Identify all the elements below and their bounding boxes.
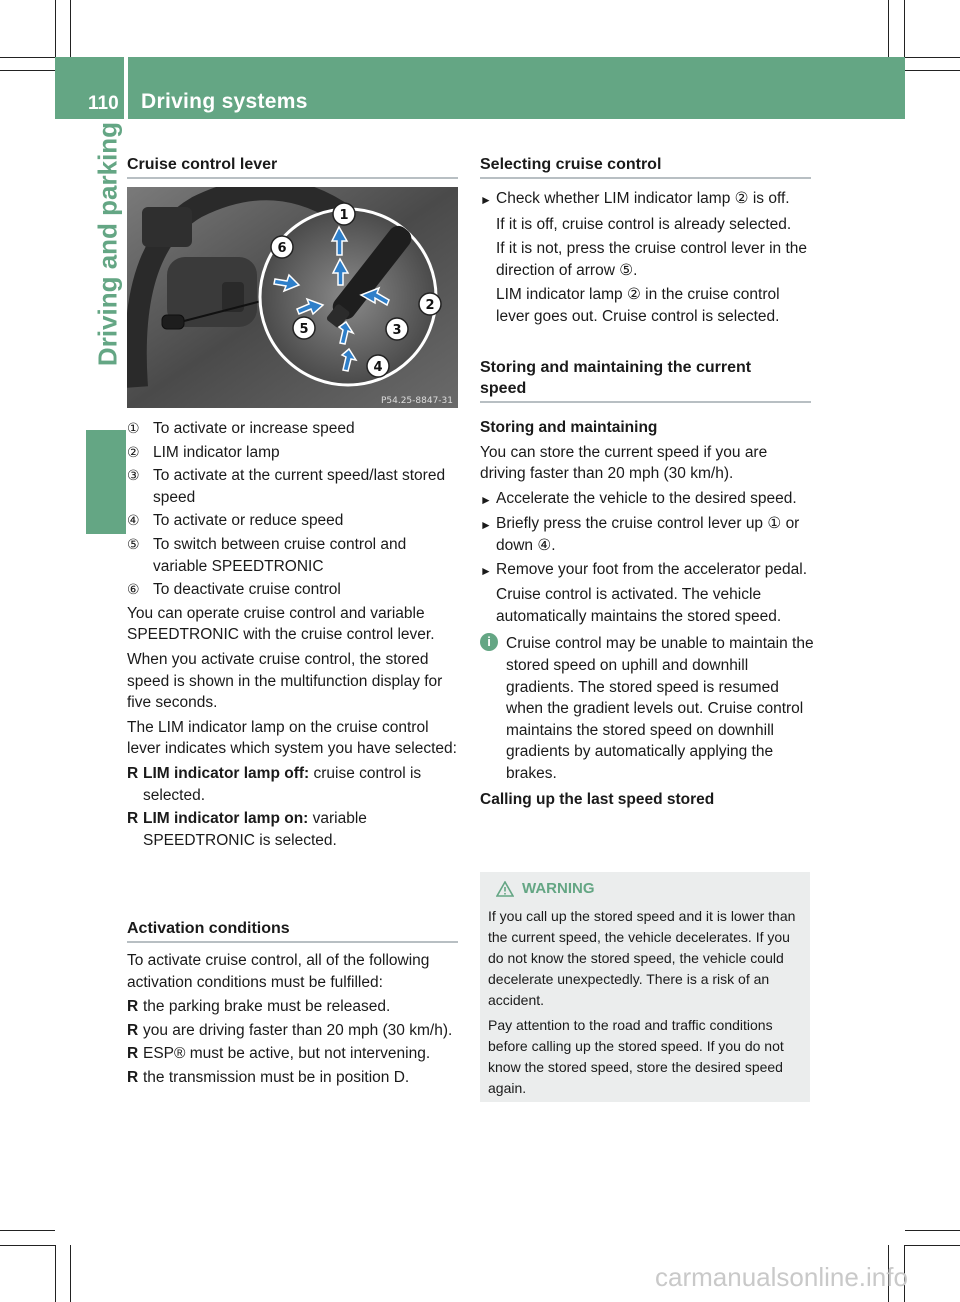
storing-block [480,417,814,813]
legend-item [127,465,458,508]
step-item [480,513,814,556]
paragraph: The LIM indicator lamp on the cruise control lever indicates which system you have selected: [127,718,457,758]
step-arrow-icon: ► [480,518,492,533]
paragraph: You can operate cruise control and variable SPEEDTRONIC with the cruise control lever. [127,604,435,644]
crop-mark [905,70,960,71]
step-text: Briefly press the cruise control lever up ① or down ④. [496,515,800,554]
crop-mark [905,57,960,58]
legend-text: To activate at the current speed/last stored speed [153,467,446,506]
svg-text:3: 3 [392,323,402,338]
heading-cruise-control-lever: Cruise control lever [127,156,278,173]
step-arrow-icon: ► [480,563,492,578]
bullet-text: cruise control is selected. [143,764,422,804]
heading-selecting-cruise-control: Selecting cruise control [480,156,662,173]
legend-number: ③ [127,467,140,484]
crop-mark [70,0,71,57]
step-arrow-icon: ► [480,492,492,507]
paragraph: When you activate cruise control, the stored speed is shown in the multifunction display for five seconds. [127,650,443,712]
svg-text:6: 6 [277,241,287,256]
bullet-text: variable SPEEDTRONIC is selected. [143,810,367,849]
subheading: Storing and maintaining [480,419,658,436]
legend-number: ⑤ [127,535,140,552]
info-text: Cruise control may be unable to maintain the stored speed on uphill and downhill gradients. The stored speed is resumed when the gradient levels out. Cruise control maintains the stored speed on downhill gradients by automatically applying the brakes. [506,635,814,782]
paragraph: LIM indicator lamp ② in the cruise control lever goes out. Cruise control is selected. [496,286,780,325]
subheading: Calling up the last speed stored [480,790,715,808]
crop-mark [0,70,55,71]
bullet-item: R LIM indicator lamp on: variable SPEEDTRONIC is selected. [127,810,367,849]
step-item [480,488,814,512]
bullet-bold: LIM indicator lamp off: [143,764,310,782]
paragraph: If it is off, cruise control is already selected. [496,215,792,233]
warning-paragraph: Pay attention to the road and traffic conditions before calling up the stored speed. If you do not know the stored speed, store the desired speed again. [488,1017,784,1096]
activation-block [127,950,462,1091]
legend-text: To deactivate cruise control [153,581,341,599]
bullet-text: the parking brake must be released. [143,998,391,1016]
info-icon: i [480,633,498,651]
step-item [480,188,814,212]
bullet-item: R LIM indicator lamp off: cruise control is selected. [127,764,422,804]
heading-activation-conditions: Activation conditions [127,920,290,937]
step-text: Accelerate the vehicle to the desired speed. [496,489,797,507]
paragraph: To activate cruise control, all of the following activation conditions must be fulfilled: [127,952,430,991]
heading-rule [127,941,458,943]
legend-text: To activate or increase speed [153,420,355,437]
crop-mark [904,0,905,57]
step-text: Check whether LIM indicator lamp ② is off. [496,190,790,207]
header-divider [124,57,128,119]
section-title: Driving systems [141,90,308,113]
chapter-marker [86,430,126,534]
cruise-control-lever-figure [127,187,458,408]
bullet-bold: LIM indicator lamp on: [143,810,309,828]
photo-code: P54.25-8847-31 [380,396,453,406]
crop-mark [0,1245,55,1246]
sidebar-chapter-label: Driving and parking [92,121,123,367]
bullet-text: the transmission must be in position D. [143,1068,410,1086]
crop-mark [905,1245,960,1246]
crop-mark [0,57,55,58]
legend-item [127,442,458,464]
legend-number: ① [127,420,140,436]
info-note [480,633,814,784]
crop-mark [55,0,56,57]
page-number: 110 [88,93,119,114]
selecting-block [480,188,814,331]
step-result: Cruise control is activated. The vehicle automatically maintains the stored speed. [496,586,782,625]
bullet-item: R the parking brake must be released. [127,996,462,1018]
svg-text:1: 1 [339,208,349,223]
bullet-item: R you are driving faster than 20 mph (30 km/h). [127,1020,462,1042]
crop-mark [0,1230,55,1231]
legend-item [127,579,458,601]
crop-mark [70,1245,71,1302]
warning-title: WARNING [522,880,595,897]
watermark: carmanualsonline.info [655,1262,908,1292]
legend-item [127,534,458,577]
warning-text [488,906,806,1099]
bullet-item: R ESP® must be active, but not intervening. [127,1043,462,1065]
svg-text:2: 2 [425,298,435,313]
heading-rule [480,401,811,403]
legend-number: ② [127,443,140,460]
bullet-text: you are driving faster than 20 mph (30 km/h). [143,1021,453,1039]
step-item [480,559,814,583]
legend-list [127,418,458,853]
heading-rule [480,177,811,179]
heading-storing-maintaining: Storing and maintaining the current speed [480,359,752,397]
warning-triangle-icon [496,881,514,902]
legend-item [127,418,458,440]
bullet-item: R the transmission must be in position D. [127,1067,462,1089]
step-arrow-icon: ► [480,193,492,207]
legend-text: To switch between cruise control and variable SPEEDTRONIC [153,535,407,575]
paragraph: You can store the current speed if you are driving faster than 20 mph (30 km/h). [480,443,768,483]
legend-number: ④ [127,512,140,529]
bullet-text: ESP® must be active, but not intervening. [143,1045,431,1063]
svg-text:5: 5 [299,322,309,337]
crop-mark [55,1245,56,1302]
legend-item [127,510,458,532]
crop-mark [888,0,889,57]
step-text: Remove your foot from the accelerator pedal. [496,560,808,578]
svg-text:4: 4 [373,360,383,375]
legend-text: LIM indicator lamp [153,443,280,461]
paragraph: If it is not, press the cruise control lever in the direction of arrow ⑤. [496,240,807,279]
legend-number: ⑥ [127,581,140,598]
crop-mark [905,1230,960,1231]
legend-text: To activate or reduce speed [153,512,344,530]
heading-rule [127,177,458,179]
warning-paragraph: If you call up the stored speed and it is lower than the current speed, the vehicle decelerates. If you do not know the stored speed, the vehicle could decelerate unexpectedly. There is a risk of an accident. [488,908,796,1008]
